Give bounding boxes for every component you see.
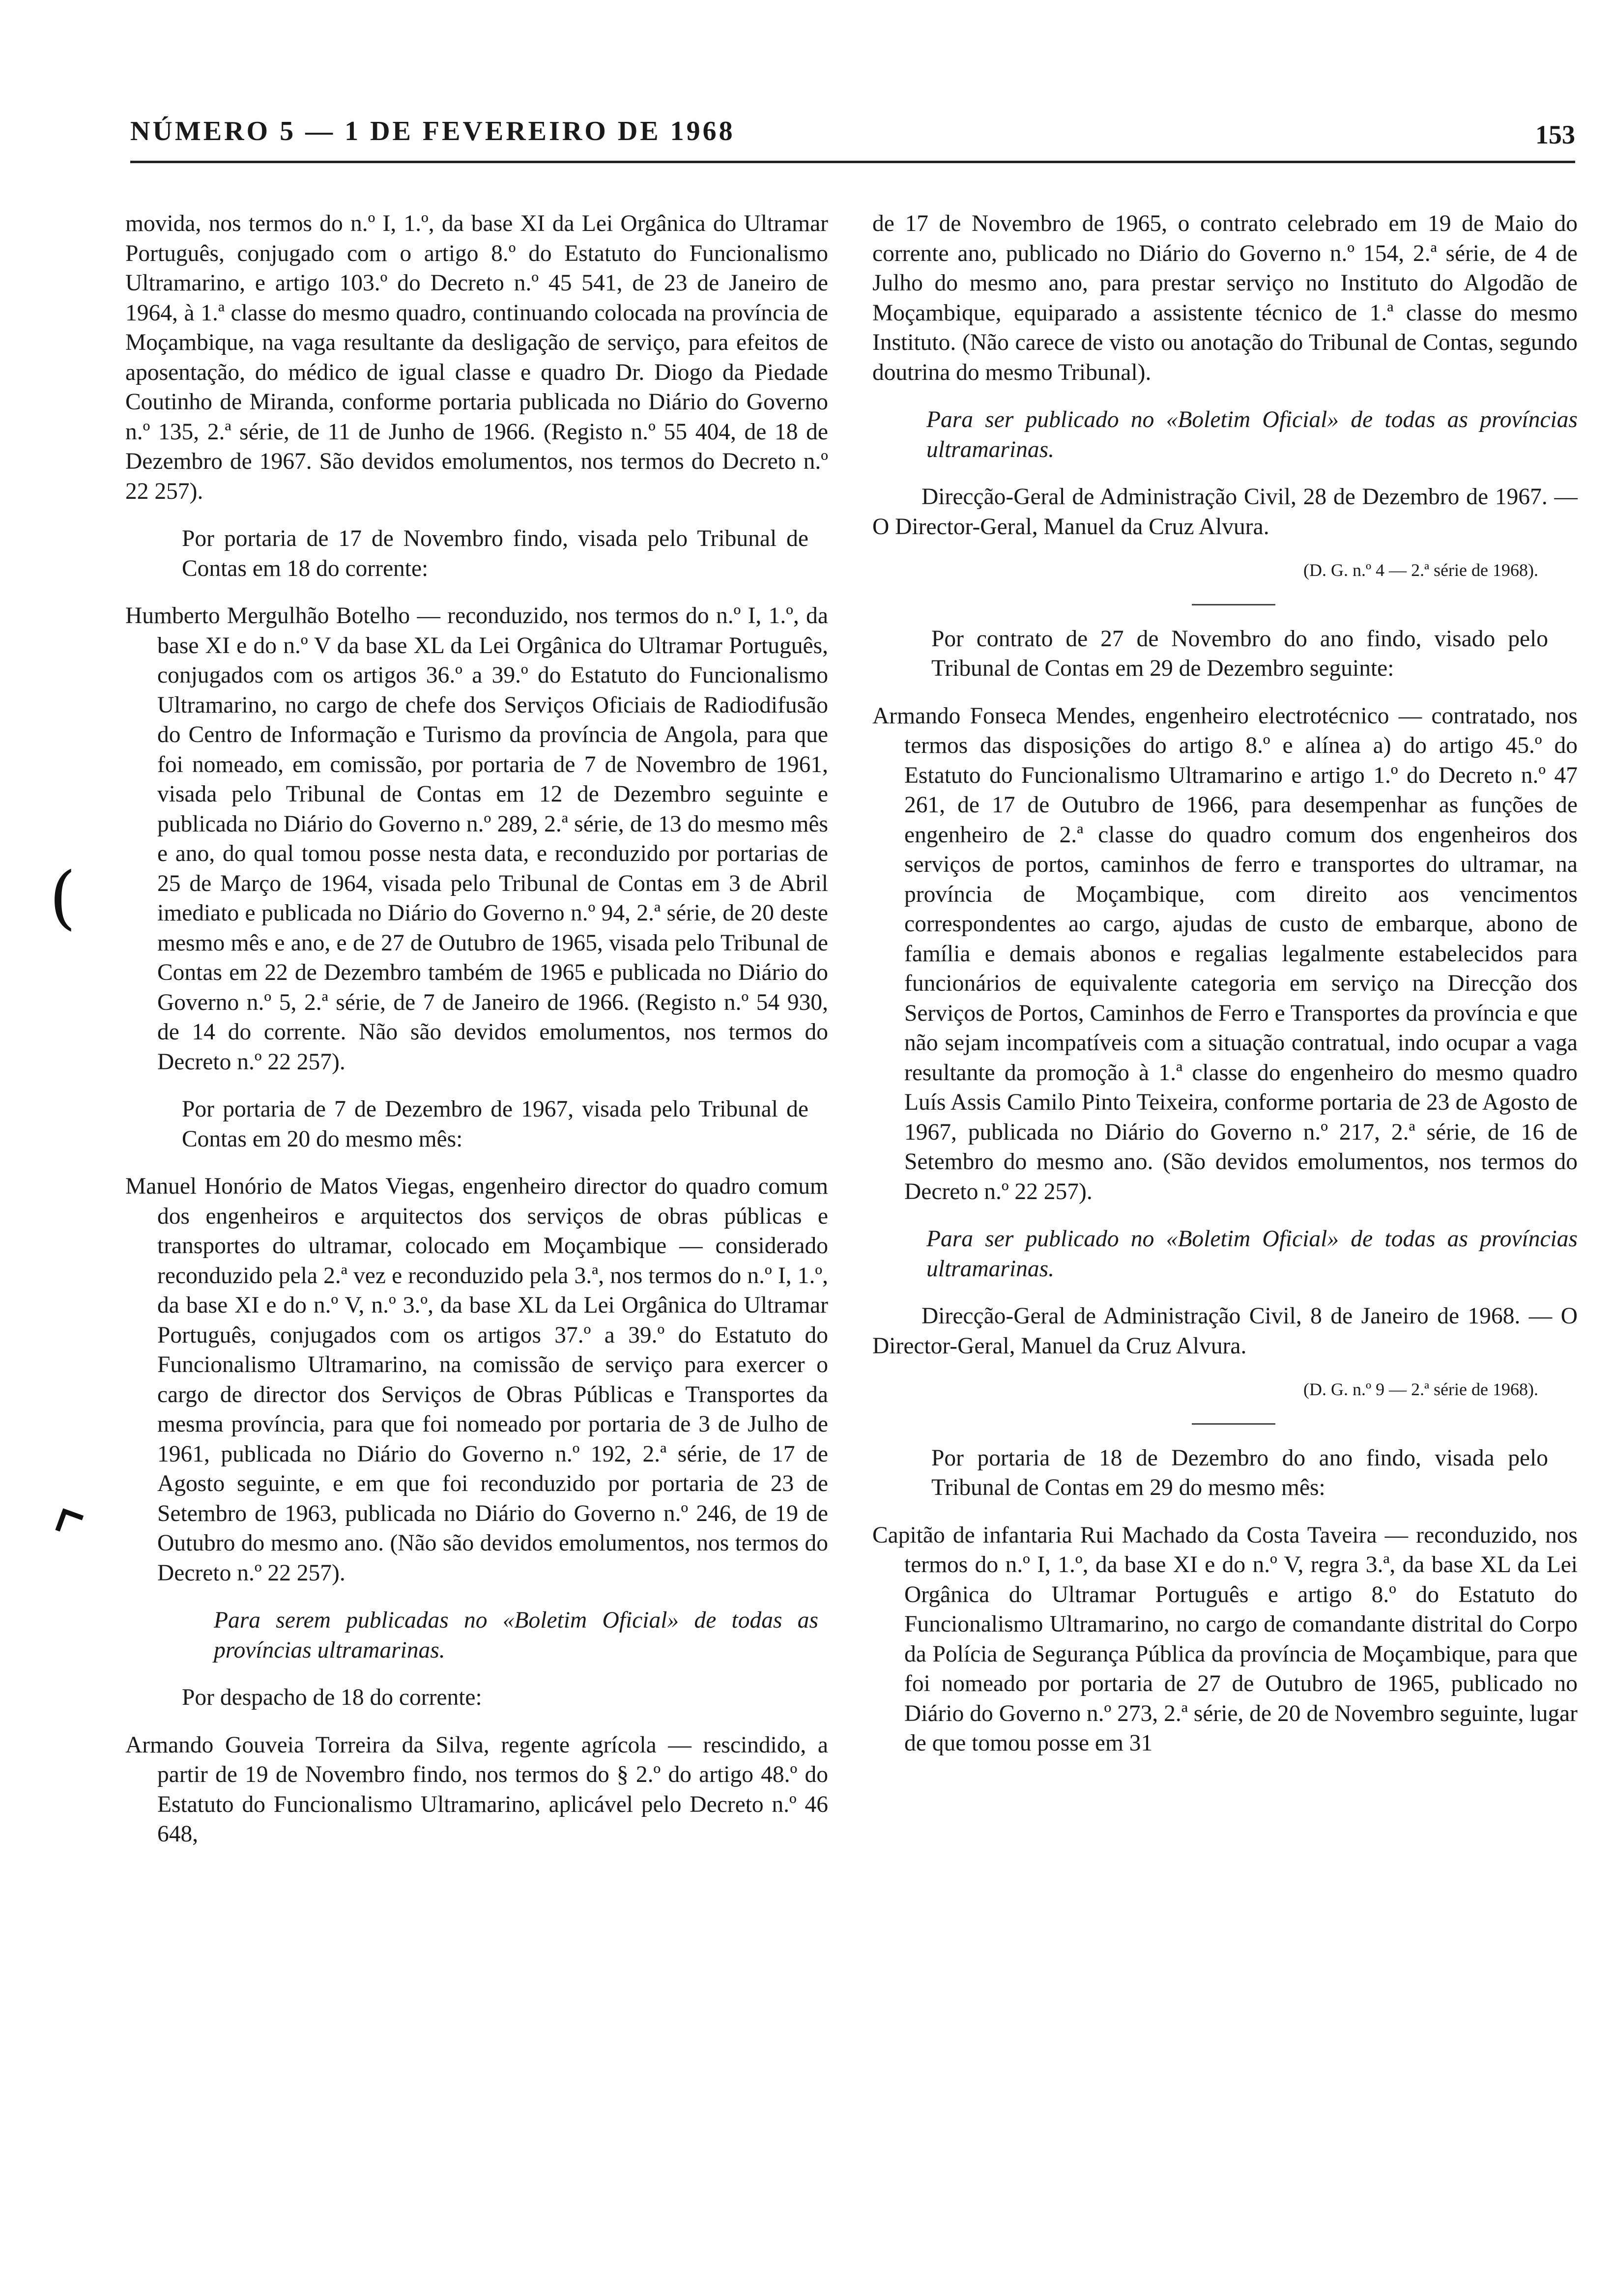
page-header (130, 106, 1575, 165)
margin-bracket-mark: ( (49, 858, 76, 938)
paragraph: movida, nos termos do n.º I, 1.º, da base XI da Lei Orgânica do Ultramar Português, conjugado com o artigo 8.º do Estatuto do Funcionalismo Ultramarino, e artigo 103.º do Decreto n.º 45 541, de 23 de Janeiro de 1964, à 1.ª classe do mesmo quadro, continuando colocada na província de Moçambique, na vaga resultante da desligação de serviço, para efeitos de aposentação, do médico de igual classe e quadro Dr. Diogo da Piedade Coutinho de Miranda, conforme portaria publicada no Diário do Governo n.º 135, 2.ª série, de 11 de Junho de 1966. (Registo n.º 55 404, de 18 de Dezembro de 1967. São devidos emolumentos, nos termos do Decreto n.º 22 257). (125, 211, 828, 504)
publication-note: Para ser publicado no «Boletim Oficial» de todas as províncias ultramarinas. (926, 1226, 1578, 1282)
gazette-reference: (D. G. n.º 4 — 2.ª série de 1968). (1303, 560, 1538, 580)
decree-intro: Por portaria de 7 de Dezembro de 1967, visada pelo Tribunal de Contas em 20 do mesmo mês: (182, 1096, 808, 1152)
margin-pen-mark: ⌜ (34, 1495, 92, 1582)
running-title: NÚMERO 5 — 1 DE FEVEREIRO DE 1968 (130, 116, 735, 146)
signature-line: Direcção-Geral de Administração Civil, 28 de Dezembro de 1967. — O Director-Geral, Manuel da Cruz Alvura. (872, 484, 1578, 540)
decree-intro: Por contrato de 27 de Novembro do ano findo, visado pelo Tribunal de Contas em 29 de Dezembro seguinte: (931, 626, 1548, 681)
appointment-entry: Humberto Mergulhão Botelho — reconduzido, nos termos do n.º I, 1.º, da base XI e do n.º V da base XL da Lei Orgânica do Ultramar Português, conjugados com os artigos 36.º a 39.º do Estatuto do Funcionalismo Ultramarino, no cargo de chefe dos Serviços Oficiais de Radiodifusão do Centro de Informação e Turismo da província de Angola, para que foi nomeado, em comissão, por portaria de 7 de Novembro de 1961, visada pelo Tribunal de Contas em 12 de Dezembro seguinte e publicada no Diário do Governo n.º 289, 2.ª série, de 13 do mesmo mês e ano, do qual tomou posse nesta data, e reconduzido por portarias de 25 de Março de 1964, visada pelo Tribunal de Contas em 3 de Abril imediato e publicada no Diário do Governo n.º 94, 2.ª série, de 20 deste mesmo mês e ano, e de 27 de Outubro de 1965, visada pelo Tribunal de Contas em 22 de Dezembro também de 1965 e publicada no Diário do Governo n.º 5, 2.ª série, de 7 de Janeiro de 1966. (Registo n.º 54 930, de 14 do corrente. Não são devidos emolumentos, nos termos do Decreto n.º 22 257). (125, 603, 828, 1075)
publication-note: Para serem publicadas no «Boletim Oficial» de todas as províncias ultramarinas. (214, 1607, 818, 1663)
gazette-reference: (D. G. n.º 9 — 2.ª série de 1968). (1303, 1379, 1538, 1399)
decree-intro: Por despacho de 18 do corrente: (182, 1685, 482, 1710)
signature-line: Direcção-Geral de Administração Civil, 8 de Janeiro de 1968. — O Director-Geral, Manuel da Cruz Alvura. (872, 1303, 1578, 1359)
appointment-entry: Armando Fonseca Mendes, engenheiro electrotécnico — contratado, nos termos das disposições do artigo 8.º e alínea a) do artigo 45.º do Estatuto do Funcionalismo Ultramarino e artigo 1.º do Decreto n.º 47 261, de 17 de Outubro de 1966, para desempenhar as funções de engenheiro de 2.ª classe do quadro comum dos engenheiros dos serviços de portos, caminhos de ferro e transportes do ultramar, na província de Moçambique, com direito aos vencimentos correspondentes ao cargo, ajudas de custo de embarque, abono de família e demais abonos e regalias legalmente estabelecidos para funcionários de equivalente categoria em serviço na Direcção dos Serviços de Portos, Caminhos de Ferro e Transportes da província e que não sejam incompatíveis com a situação contratual, indo ocupar a vaga resultante da promoção à 1.ª classe do engenheiro do mesmo quadro Luís Assis Camilo Pinto Teixeira, conforme portaria de 23 de Agosto de 1967, publicada no Diário do Governo n.º 217, 2.ª série, de 16 de Setembro do mesmo ano. (São devidos emolumentos, nos termos do Decreto n.º 22 257). (872, 703, 1578, 1205)
publication-note: Para ser publicado no «Boletim Oficial» de todas as províncias ultramarinas. (926, 407, 1578, 462)
right-column (872, 209, 1578, 1758)
decree-intro: Por portaria de 18 de Dezembro do ano findo, visada pelo Tribunal de Contas em 29 do mesmo mês: (931, 1445, 1548, 1500)
paragraph: de 17 de Novembro de 1965, o contrato celebrado em 19 de Maio do corrente ano, publicado no Diário do Governo n.º 154, 2.ª série, de 4 de Julho do mesmo ano, para prestar serviço no Instituto do Algodão de Moçambique, equiparado a assistente técnico de 1.ª classe do mesmo Instituto. (Não carece de visto ou anotação do Tribunal de Contas, segundo doutrina do mesmo Tribunal). (872, 211, 1578, 385)
section-divider (1192, 604, 1275, 605)
left-column (125, 209, 828, 1849)
header-rule (130, 161, 1575, 163)
appointment-entry: Capitão de infantaria Rui Machado da Costa Taveira — reconduzido, nos termos do n.º I, 1.º, da base XI e do n.º V, regra 3.ª, da base XL da Lei Orgânica do Ultramar Português e artigo 8.º do Estatuto do Funcionalismo Ultramarino, no cargo de comandante distrital do Corpo da Polícia de Segurança Pública da província de Moçambique, para que foi nomeado por portaria de 27 de Outubro de 1965, publicado no Diário do Governo n.º 273, 2.ª série, de 20 de Novembro seguinte, lugar de que tomou posse em 31 (872, 1522, 1578, 1756)
appointment-entry: Armando Gouveia Torreira da Silva, regente agrícola — rescindido, a partir de 19 de Novembro findo, nos termos do § 2.º do artigo 48.º do Estatuto do Funcionalismo Ultramarino, aplicável pelo Decreto n.º 46 648, (125, 1732, 828, 1847)
section-divider (1192, 1423, 1275, 1425)
page-number: 153 (1535, 120, 1575, 149)
appointment-entry: Manuel Honório de Matos Viegas, engenheiro director do quadro comum dos engenheiros e arquitectos dos serviços de obras públicas e transportes do ultramar, colocado em Moçambique — considerado reconduzido pela 2.ª vez e reconduzido pela 3.ª, nos termos do n.º I, 1.º, da base XI e do n.º V, n.º 3.º, da base XL da Lei Orgânica do Ultramar Português, conjugados com os artigos 37.º a 39.º do Estatuto do Funcionalismo Ultramarino, na comissão de serviço para exercer o cargo de director dos Serviços de Obras Públicas e Transportes da mesma província, para que foi nomeado por portaria de 3 de Julho de 1961, publicada no Diário do Governo n.º 192, 2.ª série, de 17 de Agosto seguinte, e em que foi reconduzido por portaria de 23 de Setembro de 1963, publicada no Diário do Governo n.º 246, de 19 de Outubro do mesmo ano. (Não são devidos emolumentos, nos termos do Decreto n.º 22 257). (125, 1174, 828, 1586)
decree-intro: Por portaria de 17 de Novembro findo, visada pelo Tribunal de Contas em 18 do corrente: (182, 526, 808, 581)
